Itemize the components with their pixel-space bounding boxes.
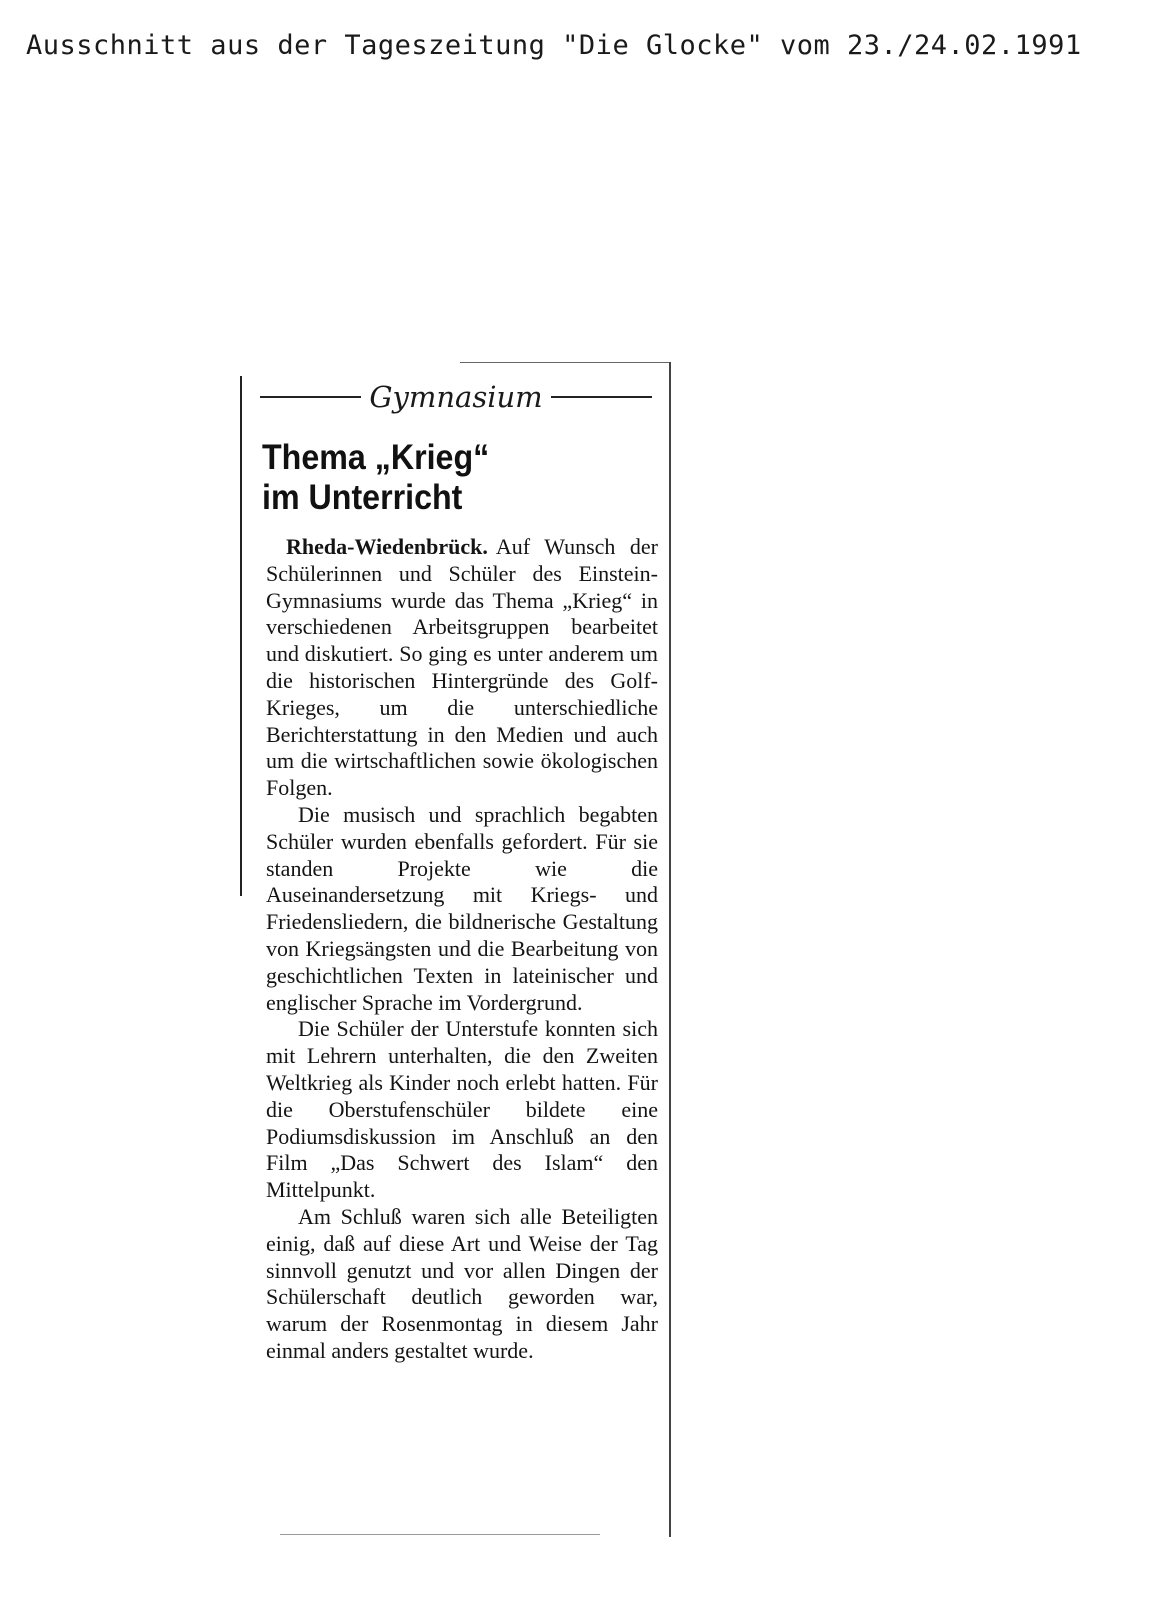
clipping-caption: Ausschnitt aus der Tageszeitung "Die Glocke" vom 23./24.02.1991 bbox=[26, 30, 1082, 61]
clipping-border-right bbox=[669, 362, 671, 1537]
rubric-label: Gymnasium bbox=[369, 380, 543, 414]
article-dateline: Rheda-Wiedenbrück. bbox=[286, 534, 488, 559]
clipping-border-top bbox=[460, 362, 671, 363]
rubric-rule-left bbox=[260, 396, 361, 398]
clipping-border-bottom bbox=[280, 1534, 600, 1535]
article-paragraph-3: Die Schüler der Unterstufe konnten sich mit Lehrern unterhalten, die den Zweiten Weltkrieg als Kinder noch erlebt hatten. Für die Oberstufenschüler bildete eine Podiumsdiskussion im Anschluß an den Film „Das Schwert des Islam“ den Mittelpunkt. bbox=[266, 1016, 658, 1203]
paragraph-1-text: Auf Wunsch der Schülerinnen und Schüler des Einstein-Gymnasiums wurde das Thema „Krieg“ in verschiedenen Arbeitsgruppen bearbeitet und diskutiert. So ging es unter anderem um die historischen Hintergründe des Golf-Krieges, um die unterschiedliche Berichterstattung in den Medien und auch um die wirtschaftlichen sowie ökologischen Folgen. bbox=[266, 534, 658, 801]
headline-line-1: Thema „Krieg“ bbox=[262, 438, 490, 477]
article-paragraph-4: Am Schluß waren sich alle Beteiligten einig, daß auf diese Art und Weise der Tag sinnvoll genutzt und vor allen Dingen der Schülerschaft deutlich geworden war, warum der Rosenmontag in diesem Jahr einmal anders gestaltet wurde. bbox=[266, 1203, 658, 1363]
article-body bbox=[266, 534, 658, 1365]
newspaper-clipping bbox=[240, 362, 674, 1552]
rubric-rule-right bbox=[551, 396, 652, 398]
article-paragraph-1 bbox=[266, 534, 658, 802]
headline-line-2: im Unterricht bbox=[262, 478, 463, 517]
section-rubric bbox=[260, 380, 652, 414]
article-headline bbox=[262, 438, 630, 518]
clipping-border-left bbox=[240, 376, 242, 896]
article-paragraph-2: Die musisch und sprachlich begabten Schüler wurden ebenfalls gefordert. Für sie standen Projekte wie die Auseinandersetzung mit Kriegs- und Friedensliedern, die bildnerische Gestaltung von Kriegsängsten und die Bearbeitung von geschichtlichen Texten in lateinischer und englischer Sprache im Vordergrund. bbox=[266, 801, 658, 1015]
